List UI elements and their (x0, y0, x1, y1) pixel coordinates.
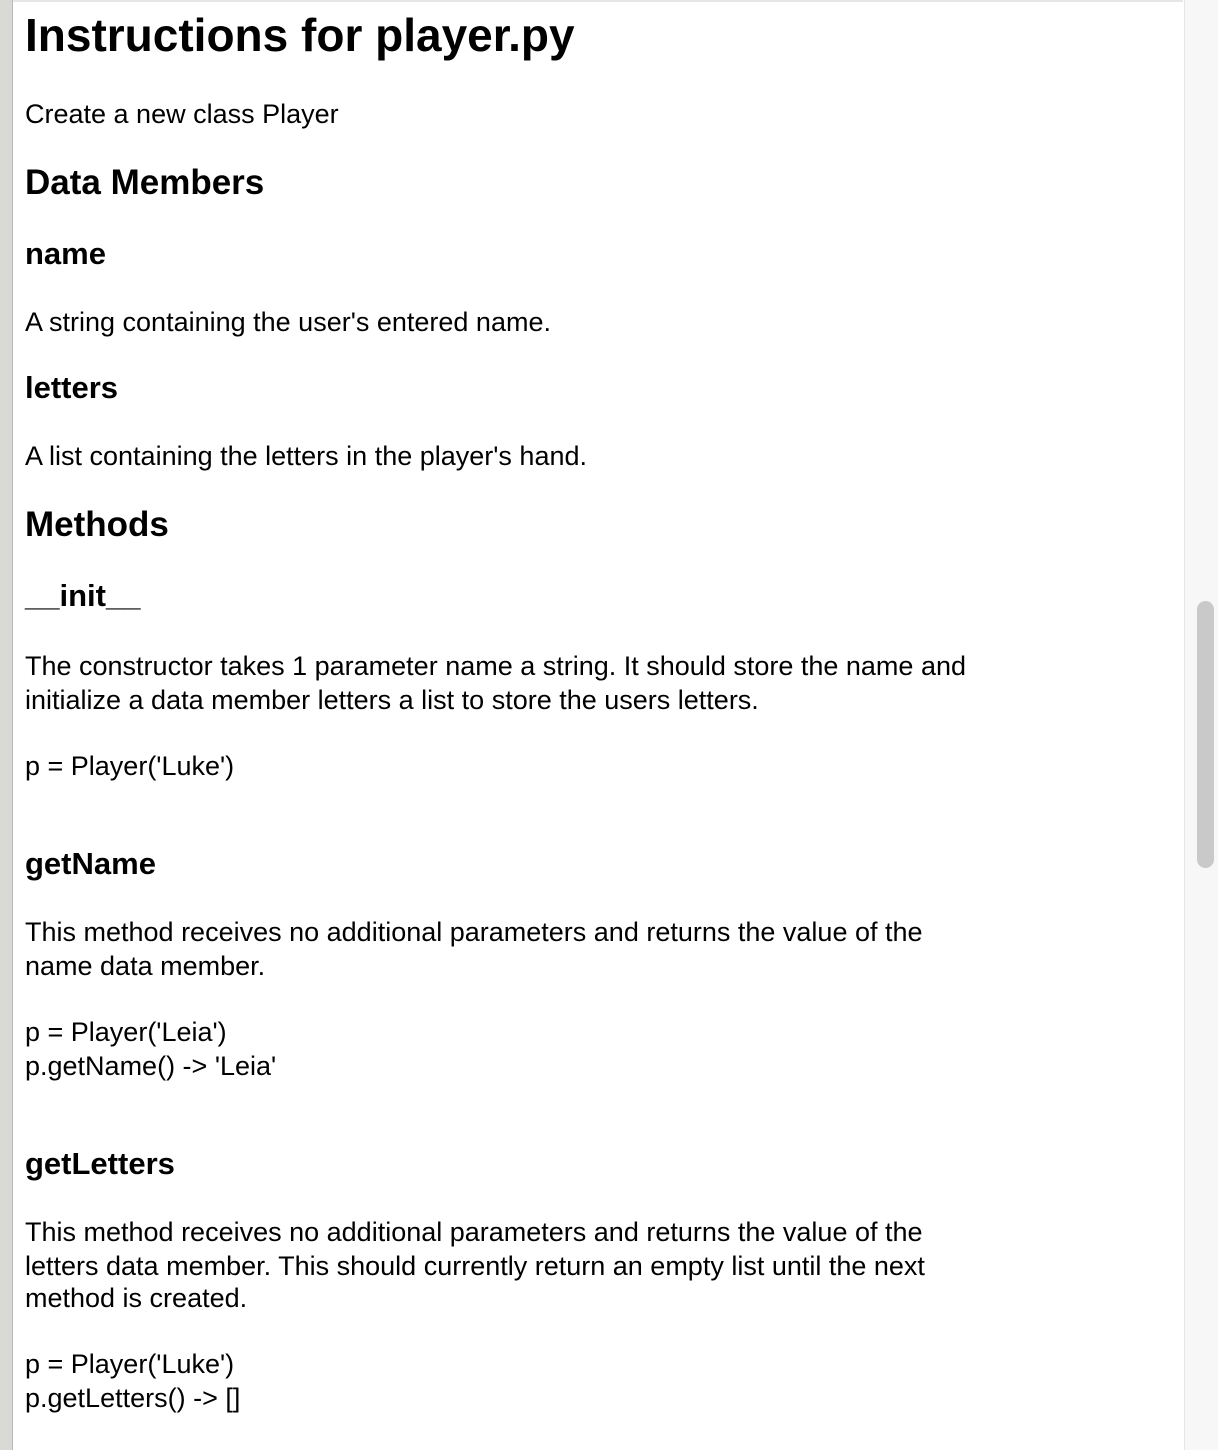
member-letters-heading: letters (25, 370, 119, 405)
method-init-desc-line1: The constructor takes 1 parameter name a string. It should store the name and (25, 651, 966, 681)
method-getname-desc-line2: name data member. (25, 951, 266, 981)
method-getletters-desc-line1: This method receives no additional parameters and returns the value of the (25, 1217, 923, 1247)
method-init-desc-line2: initialize a data member letters a list to store the users letters. (25, 685, 759, 715)
method-init-heading: __init__ (25, 578, 141, 613)
left-gutter (0, 0, 13, 1450)
member-name-description: A string containing the user's entered name. (25, 307, 551, 337)
member-name-heading: name (25, 236, 106, 271)
method-getletters-heading: getLetters (25, 1146, 175, 1181)
method-getname-desc-line1: This method receives no additional parameters and returns the value of the (25, 917, 923, 947)
member-letters-description: A list containing the letters in the player's hand. (25, 441, 587, 471)
page-title: Instructions for player.py (25, 9, 575, 61)
method-getletters-example-line1: p = Player('Luke') (25, 1349, 235, 1379)
intro-text: Create a new class Player (25, 99, 339, 129)
data-members-heading: Data Members (25, 163, 265, 202)
methods-heading: Methods (25, 505, 169, 544)
method-getletters-desc-line3: method is created. (25, 1283, 248, 1313)
method-getname-heading: getName (25, 846, 156, 881)
method-getletters-desc-line2: letters data member. This should currently return an empty list until the next (25, 1251, 925, 1281)
method-init-example: p = Player('Luke') (25, 751, 235, 781)
method-getname-example-line2: p.getName() -> 'Leia' (25, 1051, 277, 1081)
method-getletters-example-line2: p.getLetters() -> [] (25, 1383, 241, 1413)
method-getname-example-line1: p = Player('Leia') (25, 1017, 227, 1047)
scrollbar-thumb[interactable] (1197, 601, 1214, 868)
